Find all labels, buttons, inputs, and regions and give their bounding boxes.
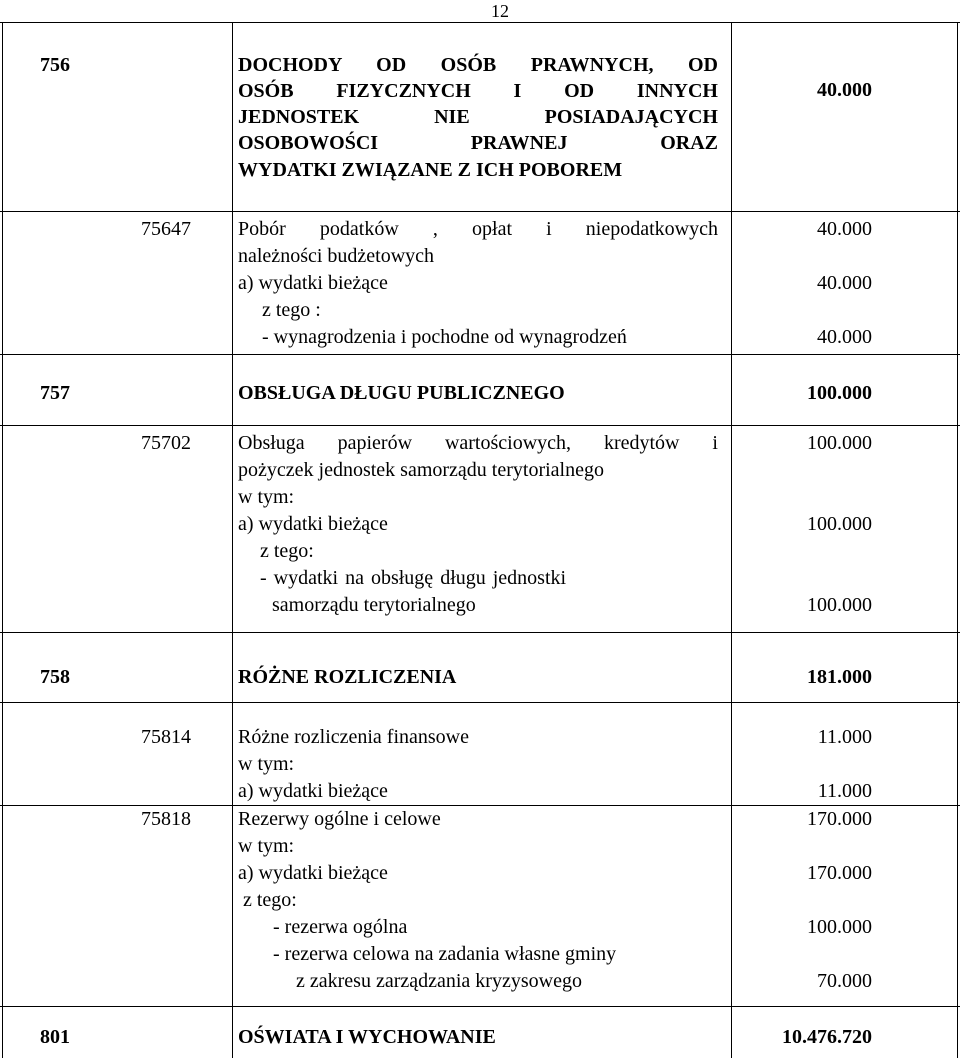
rozdzial-amount: 40.000 xyxy=(817,326,872,348)
rozdzial-line: a) wydatki bieżące xyxy=(238,862,388,884)
dzial-title-line: JEDNOSTEK NIE POSIADAJĄCYCH xyxy=(238,106,718,128)
rozdzial-line: - rezerwa celowa na zadania własne gminy xyxy=(273,943,617,965)
table-column-divider xyxy=(232,22,233,1058)
rozdzial-line: należności budżetowych xyxy=(238,245,435,267)
dzial-title: OBSŁUGA DŁUGU PUBLICZNEGO xyxy=(238,382,565,404)
rozdzial-line: a) wydatki bieżące xyxy=(238,780,388,802)
rozdzial-line: - wydatki na obsługę długu jednostki xyxy=(260,567,567,589)
rozdzial-line: a) wydatki bieżące xyxy=(238,513,388,535)
rozdzial-line: z tego: xyxy=(260,540,314,562)
dzial-title-line: WYDATKI ZWIĄZANE Z ICH POBOREM xyxy=(238,159,623,181)
dzial-title-line: OSÓB FIZYCZNYCH I OD INNYCH xyxy=(238,80,718,102)
page-number: 12 xyxy=(491,1,509,21)
rozdzial-line: z tego : xyxy=(262,299,321,321)
dzial-code: 801 xyxy=(40,1026,70,1048)
rozdzial-line: w tym: xyxy=(238,753,295,775)
table-row-divider xyxy=(0,354,960,355)
dzial-amount: 181.000 xyxy=(807,666,872,688)
rozdzial-amount: 11.000 xyxy=(817,726,872,748)
dzial-amount: 40.000 xyxy=(817,79,872,101)
dzial-amount: 10.476.720 xyxy=(782,1026,872,1048)
rozdzial-code: 75702 xyxy=(141,432,191,454)
rozdzial-line: Pobór podatków , opłat i niepodatkowych xyxy=(238,218,718,240)
table-border-right xyxy=(957,22,958,1058)
rozdzial-line: w tym: xyxy=(238,835,295,857)
rozdzial-amount: 11.000 xyxy=(817,780,872,802)
rozdzial-code: 75814 xyxy=(141,726,191,748)
rozdzial-amount: 100.000 xyxy=(807,513,872,535)
rozdzial-amount: 170.000 xyxy=(807,808,872,830)
rozdzial-line: Obsługa papierów wartościowych, kredytów i xyxy=(238,432,718,454)
rozdzial-amount: 100.000 xyxy=(807,916,872,938)
rozdzial-line: Rezerwy ogólne i celowe xyxy=(238,808,441,830)
table-row-divider xyxy=(0,425,960,426)
rozdzial-code: 75818 xyxy=(141,808,191,830)
table-border-left xyxy=(2,22,3,1058)
rozdzial-line: - wynagrodzenia i pochodne od wynagrodzeń xyxy=(262,326,627,348)
dzial-amount: 100.000 xyxy=(807,382,872,404)
rozdzial-amount: 100.000 xyxy=(807,432,872,454)
dzial-code: 756 xyxy=(40,54,70,76)
table-row-divider xyxy=(0,702,960,703)
table-row-divider xyxy=(0,22,960,23)
rozdzial-amount: 70.000 xyxy=(817,970,872,992)
rozdzial-line: - rezerwa ogólna xyxy=(273,916,408,938)
dzial-code: 758 xyxy=(40,666,70,688)
rozdzial-code: 75647 xyxy=(141,218,191,240)
table-row-divider xyxy=(0,1006,960,1007)
rozdzial-amount: 170.000 xyxy=(807,862,872,884)
rozdzial-line: a) wydatki bieżące xyxy=(238,272,388,294)
rozdzial-line: pożyczek jednostek samorządu terytorialnego xyxy=(238,459,604,481)
dzial-code: 757 xyxy=(40,382,70,404)
table-row-divider xyxy=(0,211,960,212)
dzial-title-line: DOCHODY OD OSÓB PRAWNYCH, OD xyxy=(238,54,718,76)
rozdzial-line: w tym: xyxy=(238,486,295,508)
table-row-divider xyxy=(0,632,960,633)
dzial-title: OŚWIATA I WYCHOWANIE xyxy=(238,1026,496,1048)
dzial-title-line: OSOBOWOŚCI PRAWNEJ ORAZ xyxy=(238,132,718,154)
dzial-title: RÓŻNE ROZLICZENIA xyxy=(238,666,457,688)
rozdzial-amount: 100.000 xyxy=(807,594,872,616)
rozdzial-line: z zakresu zarządzania kryzysowego xyxy=(296,970,582,992)
rozdzial-line: Różne rozliczenia finansowe xyxy=(238,726,470,748)
rozdzial-amount: 40.000 xyxy=(817,272,872,294)
rozdzial-amount: 40.000 xyxy=(817,218,872,240)
rozdzial-line: samorządu terytorialnego xyxy=(272,594,476,616)
rozdzial-line: z tego: xyxy=(243,889,297,911)
